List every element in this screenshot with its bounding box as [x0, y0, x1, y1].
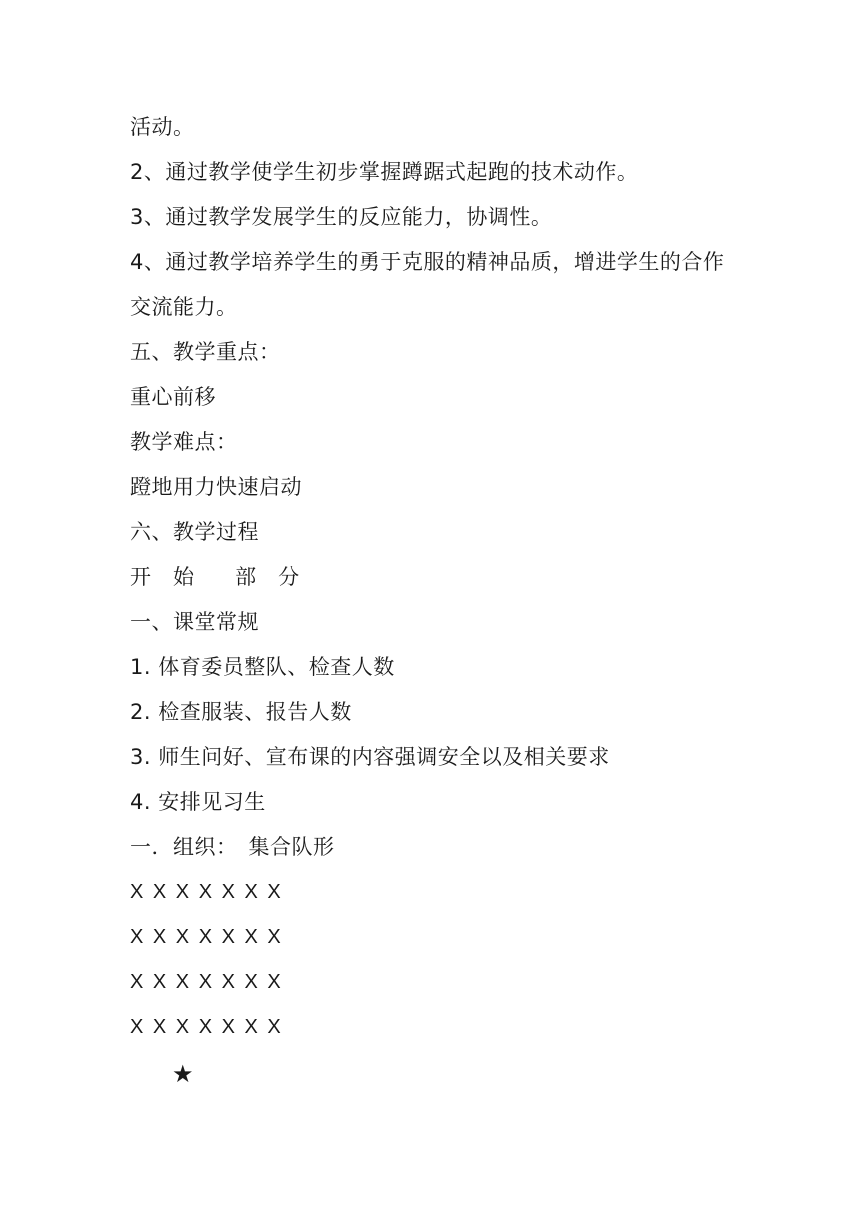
formation-row: X X X X X X X — [130, 971, 283, 993]
goal-2-line: 2、通过教学使学生初步掌握蹲踞式起跑的技术动作。 — [130, 160, 639, 184]
difficulty-heading: 教学难点： — [130, 430, 238, 454]
routine-heading: 一、课堂常规 — [130, 610, 259, 634]
start-part-heading: 开 始 部 分 — [130, 565, 300, 589]
routine-item-2: 2. 检查服装、报告人数 — [130, 700, 352, 724]
formation-row: X X X X X X X — [130, 1016, 283, 1038]
goal-4-continuation: 交流能力。 — [130, 295, 238, 319]
section-5-heading: 五、教学重点： — [130, 340, 281, 364]
difficulty-text: 蹬地用力快速启动 — [130, 475, 302, 499]
routine-item-4: 4. 安排见习生 — [130, 790, 266, 814]
goal-3-line: 3、通过教学发展学生的反应能力，协调性。 — [130, 205, 553, 229]
text-line: 活动。 — [130, 115, 195, 139]
routine-item-1: 1. 体育委员整队、检查人数 — [130, 655, 395, 679]
key-point-text: 重心前移 — [130, 385, 216, 409]
formation-row: X X X X X X X — [130, 881, 283, 903]
formation-row: X X X X X X X — [130, 926, 283, 948]
teacher-star-icon: ★ — [172, 1060, 194, 1088]
section-6-heading: 六、教学过程 — [130, 520, 259, 544]
routine-item-3: 3. 师生问好、宣布课的内容强调安全以及相关要求 — [130, 745, 610, 769]
organization-line: 一．组织： 集合队形 — [130, 835, 335, 859]
goal-4-line: 4、通过教学培养学生的勇于克服的精神品质，增进学生的合作 — [130, 250, 725, 274]
